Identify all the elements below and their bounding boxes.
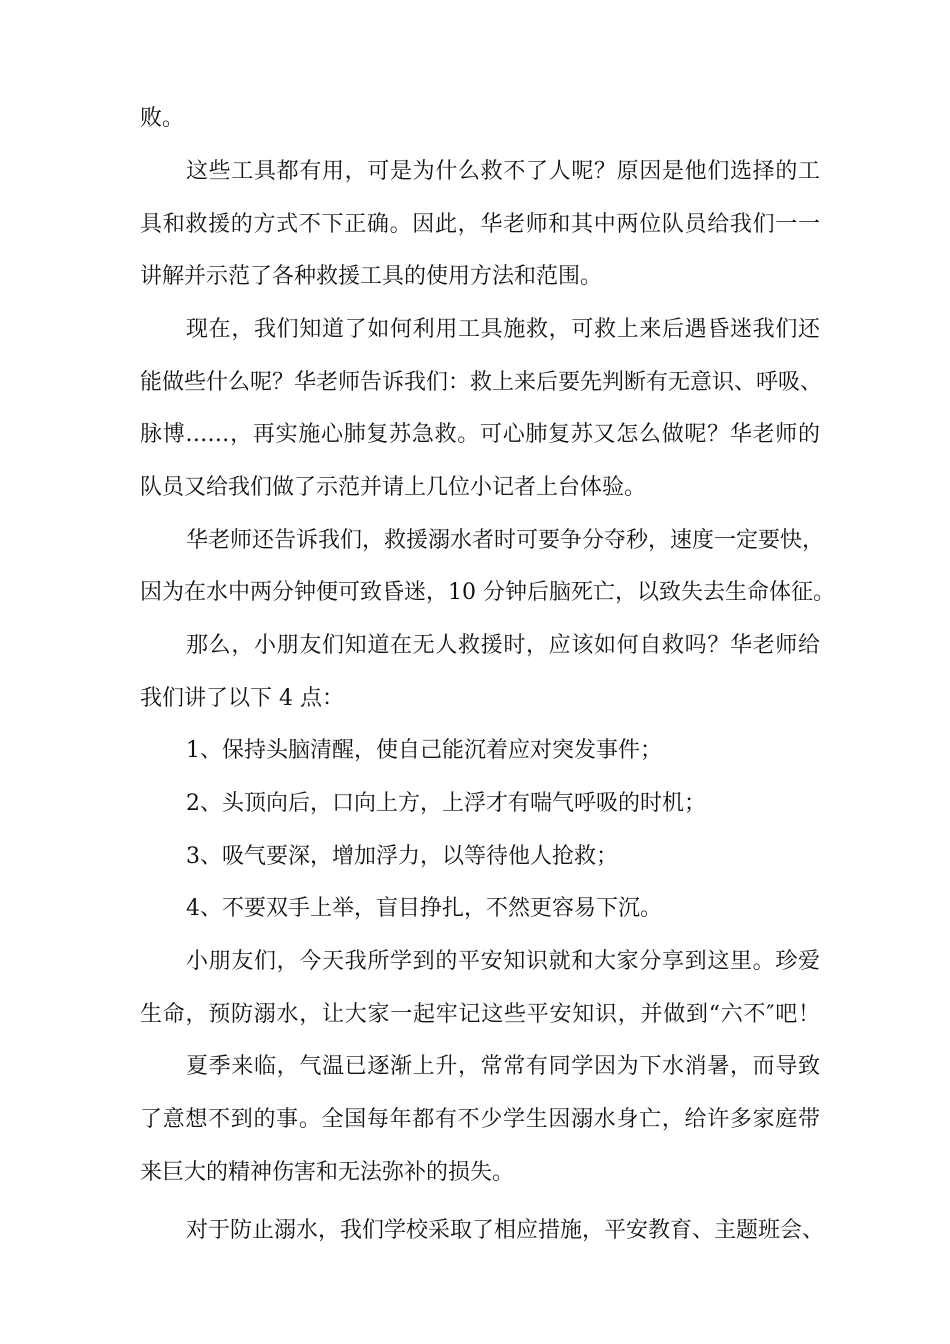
paragraph-first-line: 夏季来临，气温已逐渐上升，常常有同学因为下水消暑，而导致 [186,1054,820,1079]
list-item: 1、保持头脑清醒，使自己能沉着应对突发事件； [186,738,662,763]
paragraph-first-line: 现在，我们知道了如何利用工具施救，可救上来后遇昏迷我们还 [186,317,820,342]
text-line: 了意想不到的事。全国每年都有不少学生因溺水身亡，给许多家庭带 [140,1107,820,1132]
paragraph-first-line: 这些工具都有用，可是为什么救不了人呢？原因是他们选择的工 [186,159,820,184]
text-line: 讲解并示范了各种救援工具的使用方法和范围。 [140,264,603,289]
text-line: 脉博……，再实施心肺复苏急救。可心肺复苏又怎么做呢？华老师的 [140,422,820,447]
list-item: 2、头顶向后，口向上方，上浮才有喘气呼吸的时机； [186,791,706,816]
list-item: 3、吸气要深，增加浮力，以等待他人抢救； [186,844,618,869]
paragraph-first-line: 小朋友们，今天我所学到的平安知识就和大家分享到这里。珍爱 [186,949,820,974]
text-line: 具和救援的方式不下正确。因此，华老师和其中两位队员给我们一一 [140,212,820,237]
list-item: 4、不要双手上举，盲目挣扎，不然更容易下沉。 [186,896,662,921]
text-line: 来巨大的精神伤害和无法弥补的损失。 [140,1160,515,1185]
text-line: 因为在水中两分钟便可致昏迷，10 分钟后脑死亡，以致失去生命体征。 [140,580,835,605]
text-line: 能做些什么呢？华老师告诉我们：救上来后要先判断有无意识、呼吸、 [140,370,823,395]
text-line: 败。 [140,106,185,131]
paragraph-first-line: 对于防止溺水，我们学校采取了相应措施，平安教育、主题班会、 [186,1218,825,1243]
text-line: 生命，预防溺水，让大家一起牢记这些平安知识，并做到“六不″吧！ [140,1002,820,1027]
paragraph-first-line: 华老师还告诉我们，救援溺水者时可要争分夺秒，速度一定要快， [186,528,825,553]
text-line: 我们讲了以下 4 点： [140,686,344,711]
text-line: 队员又给我们做了示范并请上几位小记者上台体验。 [140,475,647,500]
paragraph-first-line: 那么，小朋友们知道在无人救援时，应该如何自救吗？华老师给 [186,633,820,658]
